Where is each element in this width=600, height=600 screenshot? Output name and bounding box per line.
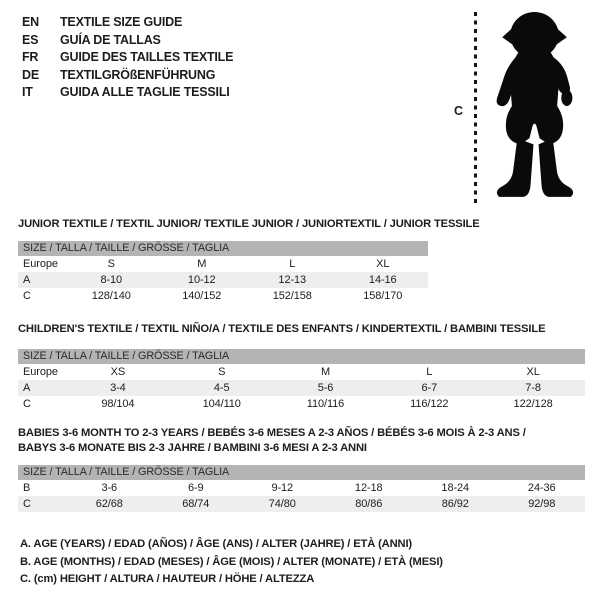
lang-text: TEXTILE SIZE GUIDE: [60, 15, 183, 29]
age-cell: 14-16: [368, 274, 397, 286]
height-cell: 92/98: [528, 498, 556, 510]
row-label: A: [23, 382, 31, 394]
babies-title-line2: BABYS 3-6 MONATE BIS 2-3 JAHRE / BAMBINI 3-6 MESI A 2-3 ANNI: [18, 442, 367, 454]
table-row: [18, 496, 585, 512]
lang-line-es: [22, 32, 233, 50]
children-title: CHILDREN'S TEXTILE / TEXTIL NIÑO/A / TEXTILE DES ENFANTS / KINDERTEXTIL / BAMBINI TESSILE: [18, 323, 546, 335]
size-cell: XL: [526, 366, 540, 378]
children-section: [18, 322, 585, 412]
lang-text: TEXTILGRÖßENFÜHRUNG: [60, 67, 216, 82]
height-cell: 152/158: [272, 290, 312, 302]
lang-code: ES: [22, 32, 39, 47]
height-cell: 158/170: [363, 290, 403, 302]
lang-code: FR: [22, 50, 39, 64]
lang-line-it: [22, 84, 233, 102]
lang-code: EN: [22, 15, 39, 29]
size-cell: L: [289, 258, 296, 270]
junior-title: JUNIOR TEXTILE / TEXTIL JUNIOR/ TEXTILE JUNIOR / JUNIORTEXTIL / JUNIOR TESSILE: [18, 218, 480, 230]
height-measure-line: [474, 12, 477, 206]
height-cell: 140/152: [182, 290, 222, 302]
age-cell: 9-12: [271, 482, 294, 494]
height-cell: 86/92: [441, 498, 469, 510]
height-cell: 128/140: [91, 290, 131, 302]
age-cell: 6-7: [421, 382, 438, 394]
row-label: C: [23, 290, 31, 302]
height-cell: 80/86: [355, 498, 383, 510]
legend-line-c: C. (cm) HEIGHT / ALTURA / HAUTEUR / HÖHE / ALTEZZA: [20, 573, 315, 585]
age-cell: 10-12: [187, 274, 216, 286]
age-cell: 4-5: [213, 382, 230, 394]
lang-line-de: [22, 67, 233, 85]
row-label: Europe: [23, 366, 58, 378]
row-label: A: [23, 274, 31, 286]
legend: [20, 536, 443, 589]
lang-line-en: [22, 14, 233, 32]
size-cell: L: [426, 366, 433, 378]
height-measure-figure: [450, 8, 595, 213]
age-cell: 7-8: [525, 382, 541, 394]
height-cell: 68/74: [182, 498, 210, 510]
toddler-silhouette-icon: [484, 10, 584, 210]
age-cell: 18-24: [441, 482, 470, 494]
age-cell: 12-13: [278, 274, 307, 286]
age-cell: 24-36: [527, 482, 556, 494]
size-cell: S: [218, 366, 226, 378]
height-cell: 104/110: [202, 398, 241, 410]
age-cell: 3-6: [101, 482, 118, 494]
lang-code: IT: [22, 85, 33, 99]
row-label: Europe: [23, 258, 58, 270]
size-cell: M: [320, 366, 331, 378]
age-cell: 6-9: [187, 482, 204, 494]
legend-line-b: B. AGE (MONTHS) / EDAD (MESES) / ÂGE (MOIS) / ALTER (MONATE) / ETÀ (MESI): [20, 555, 443, 568]
language-header: [22, 14, 233, 102]
height-cell: 98/104: [101, 398, 135, 410]
babies-size-header: SIZE / TALLA / TAILLE / GRÖSSE / TAGLIA: [18, 465, 585, 480]
table-row: [18, 364, 585, 380]
babies-title-line1: BABIES 3-6 MONTH TO 2-3 YEARS / BEBÉS 3-6 MESES A 2-3 AÑOS / BÉBÉS 3-6 MOIS À 2-3 ANS /: [18, 427, 526, 439]
lang-text: GUIDA ALLE TAGLIE TESSILI: [60, 85, 230, 99]
children-size-header: SIZE / TALLA / TAILLE / GRÖSSE / TAGLIA: [18, 349, 585, 364]
height-cell: 110/116: [306, 398, 345, 410]
age-cell: 12-18: [354, 482, 383, 494]
babies-section: [18, 426, 585, 512]
size-cell: XS: [110, 366, 126, 378]
table-row: [18, 256, 428, 272]
table-row: [18, 272, 428, 288]
height-measure-label: C: [454, 104, 464, 118]
table-row: [18, 288, 428, 304]
size-cell: XL: [376, 258, 390, 270]
lang-line-fr: [22, 49, 233, 67]
table-row: [18, 380, 585, 396]
height-cell: 116/122: [410, 398, 449, 410]
table-row: [18, 480, 585, 496]
junior-section: [18, 217, 480, 304]
age-cell: 8-10: [100, 274, 123, 286]
row-label: B: [23, 482, 31, 494]
legend-line-a: A. AGE (YEARS) / EDAD (AÑOS) / ÂGE (ANS) / ALTER (JAHRE) / ETÀ (ANNI): [20, 538, 412, 550]
age-cell: 3-4: [110, 382, 126, 394]
height-cell: 62/68: [95, 498, 123, 510]
height-cell: 74/80: [268, 498, 296, 510]
size-cell: S: [107, 258, 115, 270]
lang-text: GUÍA DE TALLAS: [60, 32, 161, 47]
age-cell: 5-6: [317, 382, 334, 394]
height-cell: 122/128: [513, 398, 553, 410]
lang-text: GUIDE DES TAILLES TEXTILE: [60, 50, 234, 64]
size-cell: M: [197, 258, 207, 270]
table-row: [18, 396, 585, 412]
lang-code: DE: [22, 67, 39, 82]
junior-size-header: SIZE / TALLA / TAILLE / GRÖSSE / TAGLIA: [18, 241, 428, 256]
row-label: C: [23, 498, 31, 510]
row-label: C: [23, 398, 31, 410]
